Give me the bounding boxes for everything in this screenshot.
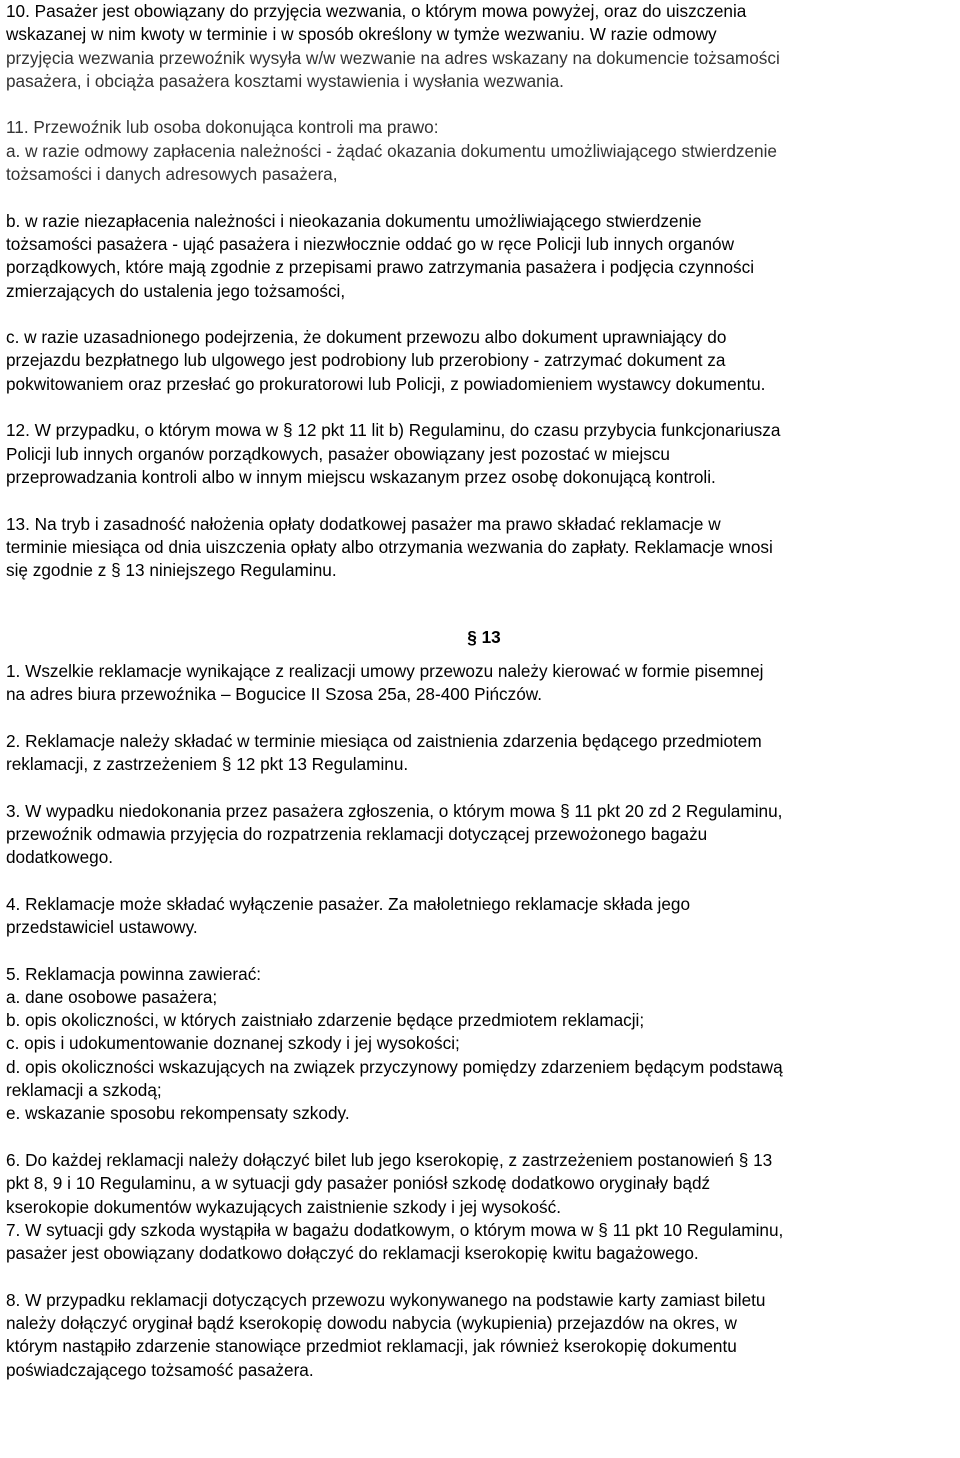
paragraph (6, 0, 956, 93)
text-line: reklamacji, z zastrzeżeniem § 12 pkt 13 Regulaminu. (6, 753, 409, 774)
heading-spacer (6, 582, 956, 626)
text-line: c. w razie uzasadnionego podejrzenia, że dokument przewozu albo dokument uprawniający do (6, 327, 727, 348)
document-page (6, 0, 956, 1382)
text-line: kserokopie dokumentów wykazujących zaistnienie szkody i jej wysokość. (6, 1196, 562, 1217)
text-line: 11. Przewoźnik lub osoba dokonująca kontroli ma prawo: (6, 117, 439, 138)
text-line: 3. W wypadku niedokonania przez pasażera zgłoszenia, o którym mowa § 11 pkt 20 zd 2 Regulaminu, (6, 800, 783, 821)
text-line: Policji lub innych organów porządkowych, pasażer obowiązany jest pozostać w miejscu (6, 443, 670, 464)
text-line: przedstawiciel ustawowy. (6, 916, 198, 937)
text-line: 7. W sytuacji gdy szkoda wystąpiła w bagażu dodatkowym, o którym mowa w § 11 pkt 10 Regulaminu, (6, 1219, 784, 1240)
paragraph-spacer (6, 1126, 956, 1149)
text-line: b. opis okoliczności, w których zaistniało zdarzenie będące przedmiotem reklamacji; (6, 1010, 645, 1031)
text-line: e. wskazanie sposobu rekompensaty szkody. (6, 1103, 350, 1124)
text-line: 1. Wszelkie reklamacje wynikające z realizacji umowy przewozu należy kierować w formie pisemnej (6, 660, 764, 681)
paragraph (6, 513, 956, 583)
text-line: wskazanej w nim kwoty w terminie i w sposób określony w tymże wezwaniu. W razie odmowy (6, 24, 717, 45)
text-line: należy dołączyć oryginał bądź kserokopię dowodu nabycia (wykupienia) przejazdów na okres, w (6, 1313, 737, 1334)
text-line: tożsamości pasażera - ująć pasażera i niezwłocznie oddać go w ręce Policji lub innych organów (6, 233, 734, 254)
text-line: c. opis i udokumentowanie doznanej szkody i jej wysokości; (6, 1033, 460, 1054)
paragraph-spacer (6, 1265, 956, 1288)
text-line: 13. Na tryb i zasadność nałożenia opłaty dodatkowej pasażer ma prawo składać reklamacje w (6, 513, 721, 534)
text-line: pokwitowaniem oraz przesłać go prokuratorowi lub Policji, z powiadomieniem wystawcy dokumentu. (6, 373, 766, 394)
text-line: 8. W przypadku reklamacji dotyczących przewozu wykonywanego na podstawie karty zamiast biletu (6, 1289, 766, 1310)
text-line: poświadczającego tożsamość pasażera. (6, 1359, 314, 1380)
paragraph-spacer (6, 706, 956, 729)
text-line: 10. Pasażer jest obowiązany do przyjęcia wezwania, o którym mowa powyżej, oraz do uiszczenia (6, 1, 747, 21)
text-line: się zgodnie z § 13 niniejszego Regulaminu. (6, 560, 337, 581)
text-line: 12. W przypadku, o którym mowa w § 12 pkt 11 lit b) Regulaminu, do czasu przybycia funkcjonariusza (6, 420, 781, 441)
text-line: a. w razie odmowy zapłacenia należności - żądać okazania dokumentu umożliwiającego stwierdzenie (6, 140, 777, 161)
text-line: d. opis okoliczności wskazujących na związek przyczynowy pomiędzy zdarzeniem będącym podstawą (6, 1056, 783, 1077)
paragraph (6, 326, 956, 396)
paragraph (6, 116, 956, 186)
text-line: tożsamości i danych adresowych pasażera, (6, 164, 338, 185)
text-line: na adres biura przewoźnika – Bogucice II Szosa 25a, 28-400 Pińczów. (6, 684, 542, 705)
paragraph-spacer (6, 186, 956, 209)
text-line: pasażera, i obciąża pasażera kosztami wystawienia i wysłania wezwania. (6, 70, 564, 91)
section-heading: § 13 (467, 627, 501, 648)
paragraph-spacer (6, 869, 956, 892)
text-line: zmierzających do ustalenia jego tożsamości, (6, 280, 346, 301)
text-line: porządkowych, które mają zgodnie z przepisami prawo zatrzymania pasażera i podjęcia czynności (6, 257, 755, 278)
text-line: przejazdu bezpłatnego lub ulgowego jest podrobiony lub przerobiony - zatrzymać dokument za (6, 350, 726, 371)
paragraph (6, 963, 956, 1126)
paragraph (6, 660, 956, 707)
text-line: b. w razie niezapłacenia należności i nieokazania dokumentu umożliwiającego stwierdzenie (6, 210, 702, 231)
text-line: pkt 8, 9 i 10 Regulaminu, a w sytuacji gdy pasażer poniósł szkodę dodatkowo oryginały bądź (6, 1173, 711, 1194)
paragraph (6, 1289, 956, 1382)
paragraph-spacer (6, 776, 956, 799)
paragraph-spacer (6, 93, 956, 116)
text-line: a. dane osobowe pasażera; (6, 986, 218, 1007)
paragraph (6, 419, 956, 489)
heading-spacer (6, 650, 956, 660)
paragraph-spacer (6, 303, 956, 326)
text-line: 4. Reklamacje może składać wyłączenie pasażer. Za małoletniego reklamacje składa jego (6, 893, 691, 914)
paragraph-spacer (6, 939, 956, 962)
text-line: którym nastąpiło zdarzenie stanowiące przedmiot reklamacji, jak również kserokopię dokumentu (6, 1336, 737, 1357)
text-line: przyjęcia wezwania przewoźnik wysyła w/w wezwanie na adres wskazany na dokumencie tożsamości (6, 47, 780, 68)
text-line: reklamacji a szkodą; (6, 1080, 162, 1101)
text-line: 5. Reklamacja powinna zawierać: (6, 963, 262, 984)
paragraph (6, 1149, 956, 1265)
text-line: 2. Reklamacje należy składać w terminie miesiąca od zaistnienia zdarzenia będącego przedmiotem (6, 730, 762, 751)
text-line: dodatkowego. (6, 847, 114, 868)
text-line: terminie miesiąca od dnia uiszczenia opłaty albo otrzymania wezwania do zapłaty. Reklamacje wnosi (6, 536, 773, 557)
text-line: przeprowadzania kontroli albo w innym miejscu wskazanym przez osobę dokonującą kontroli. (6, 466, 716, 487)
text-line: przewoźnik odmawia przyjęcia do rozpatrzenia reklamacji dotyczącej przewożonego bagażu (6, 823, 708, 844)
paragraph (6, 730, 956, 777)
paragraph (6, 893, 956, 940)
paragraph (6, 800, 956, 870)
paragraph (6, 210, 956, 303)
text-line: 6. Do każdej reklamacji należy dołączyć bilet lub jego kserokopię, z zastrzeżeniem postanowień § 13 (6, 1149, 773, 1170)
paragraph-spacer (6, 489, 956, 512)
paragraph-spacer (6, 396, 956, 419)
text-line: pasażer jest obowiązany dodatkowo dołączyć do reklamacji kserokopię kwitu bagażowego. (6, 1243, 699, 1264)
